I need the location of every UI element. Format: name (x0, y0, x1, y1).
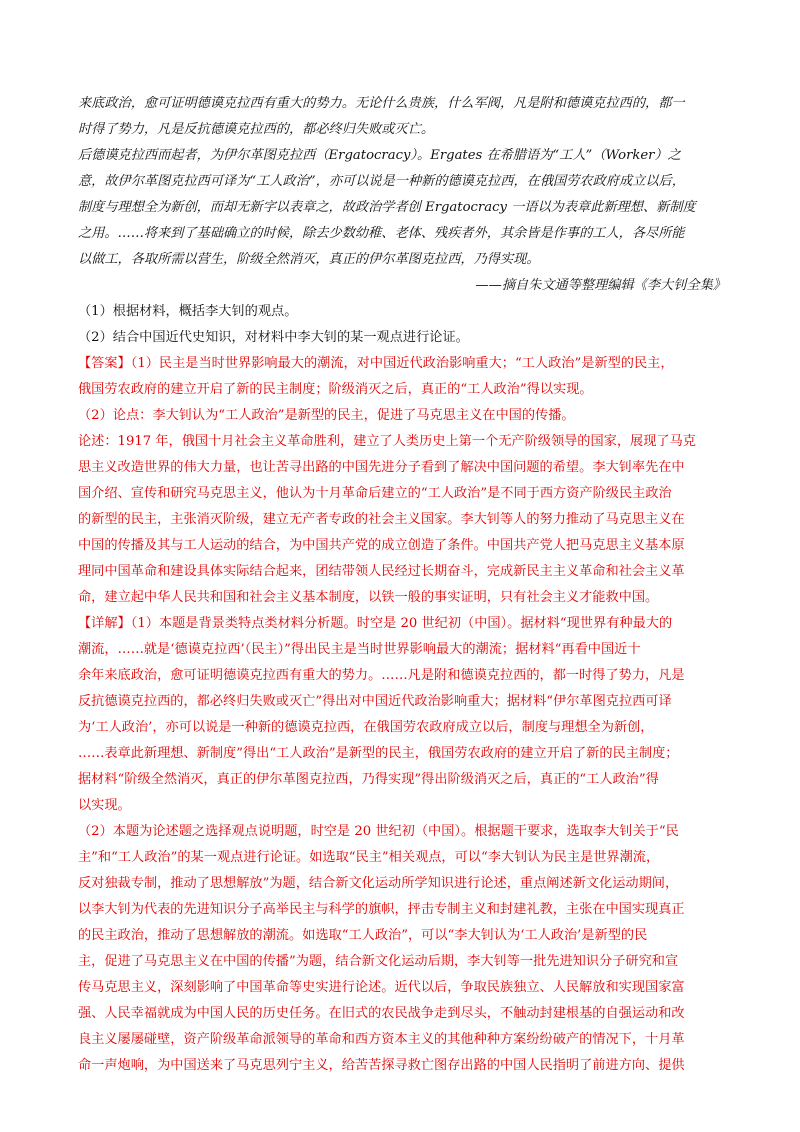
detail-line: 余年来底政治，愈可证明德谟克拉西有重大的势力。……凡是附和德谟克拉西的，都一时得了势力，凡是 (78, 668, 685, 683)
material-line: 时得了势力，凡是反抗德谟克拉西的，都必终归失败或灭亡。 (78, 122, 435, 137)
material-line: 以做工，各取所需以营生，阶级全然消灭，真正的伊尔革图克拉西，乃得实现。 (78, 252, 540, 267)
material-line: 后德谟克拉西而起者，为伊尔革图克拉西（Ergatocracy）。Ergates 在希腊语为“工人”（Worker）之 (78, 148, 681, 163)
detail-line: 命一声炮响，为中国送来了马克思列宁主义，给苦苦探寻救亡图存出路的中国人民指明了前进方向、提供 (78, 1058, 685, 1073)
answer-line: 中国的传播及其与工人运动的结合，为中国共产党的成立创造了条件。中国共产党人把马克思主义基本原 (78, 538, 685, 553)
answer-line: 命，建立起中华人民共和国和社会主义基本制度，以铁一般的事实证明，只有社会主义才能救中国。 (78, 590, 659, 605)
detail-line: 为‘工人政治’，亦可以说是一种新的德谟克拉西，在俄国劳农政府成立以后，制度与理想全为新创， (78, 720, 654, 735)
detail-line: 良主义屡屡碰壁，资产阶级革命派领导的革命和西方资本主义的其他种种方案纷纷破产的情况下，十月革 (78, 1032, 685, 1047)
question-2: （2）结合中国近代史知识，对材料中李大钊的某一观点进行论证。 (78, 330, 469, 345)
detail-line: 主”和“工人政治”的某一观点进行论证。如选取“民主”相关观点，可以“李大钊认为民主是世界潮流， (78, 850, 660, 865)
answer-line: 思主义改造世界的伟大力量，也让苦寻出路的中国先进分子看到了解决中国问题的希望。李大钊率先在中 (78, 460, 685, 475)
material-line: 制度与理想全为新创，而却无新字以表章之，故政治学者创 Ergatocracy 一语以为表章此新理想、新制度 (78, 200, 696, 215)
detail-line: 传马克思主义，深刻影响了中国革命等史实进行论述。近代以后，争取民族独立、人民解放和实现国家富 (78, 980, 685, 995)
detail-line: 反对独裁专制，推动了思想解放”为题，结合新文化运动所学知识进行论述，重点阐述新文化运动期间， (78, 876, 679, 891)
answer-line: 理同中国革命和建设具体实际结合起来，团结带领人民经过长期奋斗，完成新民主主义革命和社会主义革 (78, 564, 685, 579)
detail-line: ……表章此新理想、新制度”得出“工人政治”是新型的民主，俄国劳农政府的建立开启了新的民主制度； (78, 746, 679, 761)
detail-line: 以实现。 (78, 798, 131, 813)
answer-line: 论述：1917 年，俄国十月社会主义革命胜利，建立了人类历史上第一个无产阶级领导的国家，展现了马克 (78, 434, 696, 449)
detail-line: 主，促进了马克思主义在中国的传播”为题，结合新文化运动后期，李大钊等一批先进知识分子研究和宣 (78, 954, 679, 969)
detail-line: 据材料“阶级全然消灭，真正的伊尔革图克拉西，乃得实现”得出阶级消灭之后，真正的“工人政治”得 (78, 772, 659, 787)
material-line: 之用。……将来到了基础确立的时候，除去少数幼稚、老体、残疾者外，其余皆是作事的工人，各尽所能 (78, 226, 685, 241)
answer-line: （2）论点：李大钊认为“工人政治”是新型的民主，促进了马克思主义在中国的传播。 (78, 408, 575, 423)
detail-line: 以李大钊为代表的先进知识分子高举民主与科学的旗帜，抨击专制主义和封建礼教，主张在中国实现真正 (78, 902, 685, 917)
material-source: ——摘自朱文通等整理编辑《李大钊全集》 (475, 278, 726, 293)
answer-line: 【答案】（1）民主是当时世界影响最大的潮流，对中国近代政治影响重大；“工人政治”是新型的民主， (78, 356, 674, 371)
answer-line: 俄国劳农政府的建立开启了新的民主制度；阶级消灭之后，真正的“工人政治”得以实现。 (78, 382, 593, 397)
answer-line: 国介绍、宣传和研究马克思主义，他认为十月革命后建立的“工人政治”是不同于西方资产阶级民主政治 (78, 486, 672, 501)
material-line: 意，故伊尔革图克拉西可译为“工人政治”，亦可以说是一种新的德谟克拉西，在俄国劳农政府成立以后， (78, 174, 685, 189)
detail-line: 强、人民幸福就成为中国人民的历史任务。在旧式的农民战争走到尽头，不触动封建根基的自强运动和改 (78, 1006, 685, 1021)
answer-line: 的新型的民主，主张消灭阶级，建立无产者专政的社会主义国家。李大钊等人的努力推动了马克思主义在 (78, 512, 685, 527)
detail-line: 【详解】（1）本题是背景类特点类材料分析题。时空是 20 世纪初（中国）。据材料“现世界有种最大的 (78, 616, 673, 631)
question-1: （1）根据材料，概括李大钊的观点。 (78, 304, 298, 319)
questions (78, 299, 726, 351)
material-excerpt (78, 91, 726, 299)
detail-line: 潮流，……就是‘德谟克拉西’（民主）”得出民主是当时世界影响最大的潮流；据材料“再看中国近十 (78, 642, 641, 657)
detail-line: （2）本题为论述题之选择观点说明题，时空是 20 世纪初（中国）。根据题干要求，选取李大钊关于“民 (78, 824, 679, 839)
material-line: 来底政治，愈可证明德谟克拉西有重大的势力。无论什么贵族，什么军阀，凡是附和德谟克拉西的，都一 (78, 96, 685, 111)
detail-line: 的民主政治，推动了思想解放的潮流。如选取“工人政治”，可以“李大钊认为‘工人政治’是新型的民 (78, 928, 648, 943)
detail-line: 反抗德谟克拉西的，都必终归失败或灭亡”得出对中国近代政治影响重大；据材料“伊尔革图克拉西可译 (78, 694, 672, 709)
answer-section (78, 351, 726, 611)
detail-section (78, 611, 726, 1079)
